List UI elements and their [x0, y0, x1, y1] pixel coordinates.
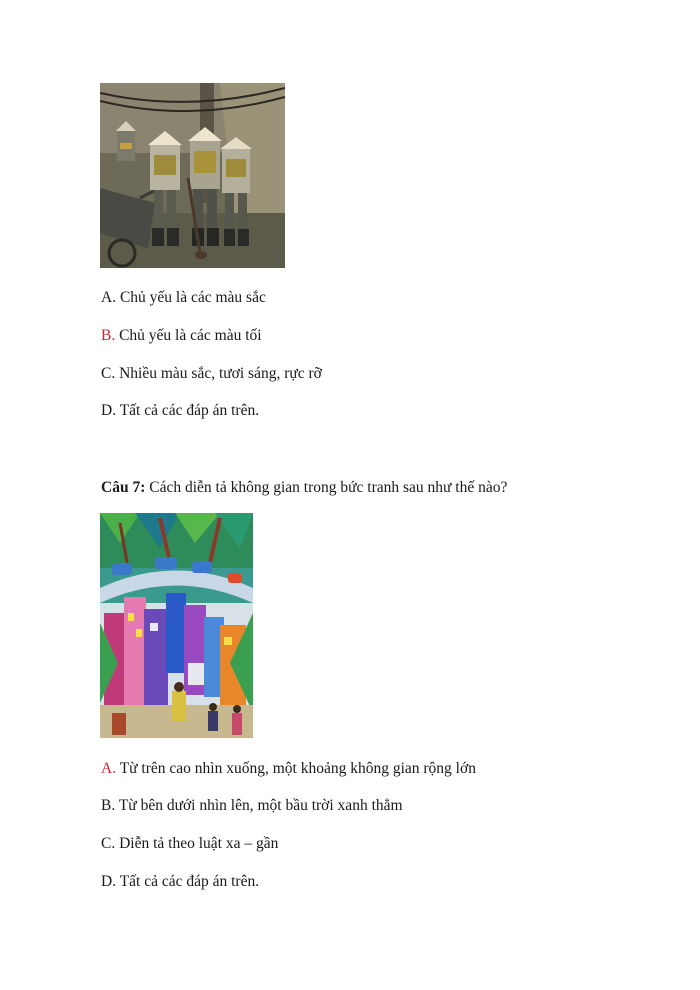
q7-option-d: [101, 872, 259, 892]
q7-option-c-letter: C.: [101, 835, 116, 852]
q7-option-d-letter: D.: [101, 873, 117, 890]
q7-option-a-letter: A.: [101, 760, 117, 777]
q6-option-c-letter: C.: [101, 365, 116, 382]
q7-option-a: [101, 759, 476, 779]
q7-option-b-letter: B.: [101, 797, 116, 814]
q6-option-b: [101, 326, 262, 346]
q6-option-d-letter: D.: [101, 402, 117, 419]
q7-question: [101, 478, 507, 498]
q6-option-c-text: Nhiều màu sắc, tươi sáng, rực rỡ: [119, 365, 322, 382]
painting-colorful-city: [100, 513, 253, 738]
q6-option-b-text: Chủ yếu là các màu tối: [119, 327, 262, 344]
q6-option-a-letter: A.: [101, 289, 117, 306]
painting-street-workers: [100, 83, 285, 268]
q6-option-d: [101, 401, 259, 421]
q7-option-a-text: Từ trên cao nhìn xuống, một khoảng không gian rộng lớn: [119, 760, 476, 777]
q7-prompt: Cách diễn tả không gian trong bức tranh sau như thế nào?: [149, 479, 508, 496]
q6-option-a: [101, 288, 266, 308]
q7-label: Câu 7:: [101, 479, 146, 496]
q7-option-b: [101, 796, 403, 816]
q6-option-d-text: Tất cả các đáp án trên.: [119, 402, 260, 419]
q7-option-d-text: Tất cả các đáp án trên.: [119, 873, 260, 890]
q7-option-b-text: Từ bên dưới nhìn lên, một bầu trời xanh thẳm: [118, 797, 403, 814]
q7-option-c: [101, 834, 278, 854]
q6-option-a-text: Chủ yếu là các màu sắc: [119, 289, 266, 306]
q7-option-c-text: Diễn tả theo luật xa – gần: [119, 835, 279, 852]
q6-option-b-letter: B.: [101, 327, 116, 344]
q6-option-c: [101, 364, 322, 384]
